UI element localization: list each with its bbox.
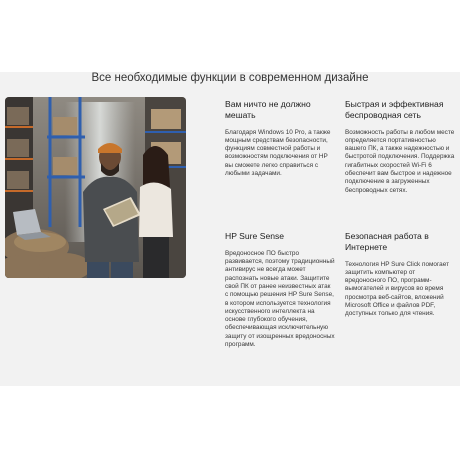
feature-sure-click — [345, 231, 455, 319]
feature-text: Технология HP Sure Click помогает защитить компьютер от вредоносного ПО, программ-вымогателей и вирусов во время просмотра веб-сайтов, вложений Microsoft Office и файлов PDF, доступных только для чтения. — [345, 260, 449, 318]
feature-windows — [225, 99, 335, 178]
feature-title: HP Sure Sense — [225, 231, 285, 241]
feature-sure-sense — [225, 231, 335, 349]
feature-text: Благодаря Windows 10 Pro, а также мощным средствам безопасности, функциям совместной работы и возможностям подключения от HP вы сможете легко справиться с любыми задачами. — [225, 128, 331, 178]
feature-text: Возможность работы в любом месте определяется портативностью вашего ПК, а также надежностью и быстротой подключения. Поддержка гигабитных скоростей Wi-Fi 6 обеспечит вам быстрое и надежное подключение в загруженных беспроводных сетях. — [345, 128, 455, 194]
feature-title: Безопасная работа в Интернете — [345, 231, 429, 252]
feature-title: Вам ничто не должно мешать — [225, 99, 311, 120]
feature-title: Быстрая и эффективная беспроводная сеть — [345, 99, 444, 120]
feature-text: Вредоносное ПО быстро развивается, поэтому традиционный антивирус не всегда может распознать новые атаки. Защитите свой ПК от ранее неизвестных атак с помощью решения HP Sure Sense, в котором используется технология искусственного интеллекта на основе глубокого обучения, обеспечивающая исключительную защиту от изощренных вредоносных программ. — [225, 249, 335, 349]
hero-photo — [5, 97, 186, 278]
feature-wifi — [345, 99, 455, 195]
section-headline: Все необходимые функции в современном дизайне — [91, 72, 369, 84]
